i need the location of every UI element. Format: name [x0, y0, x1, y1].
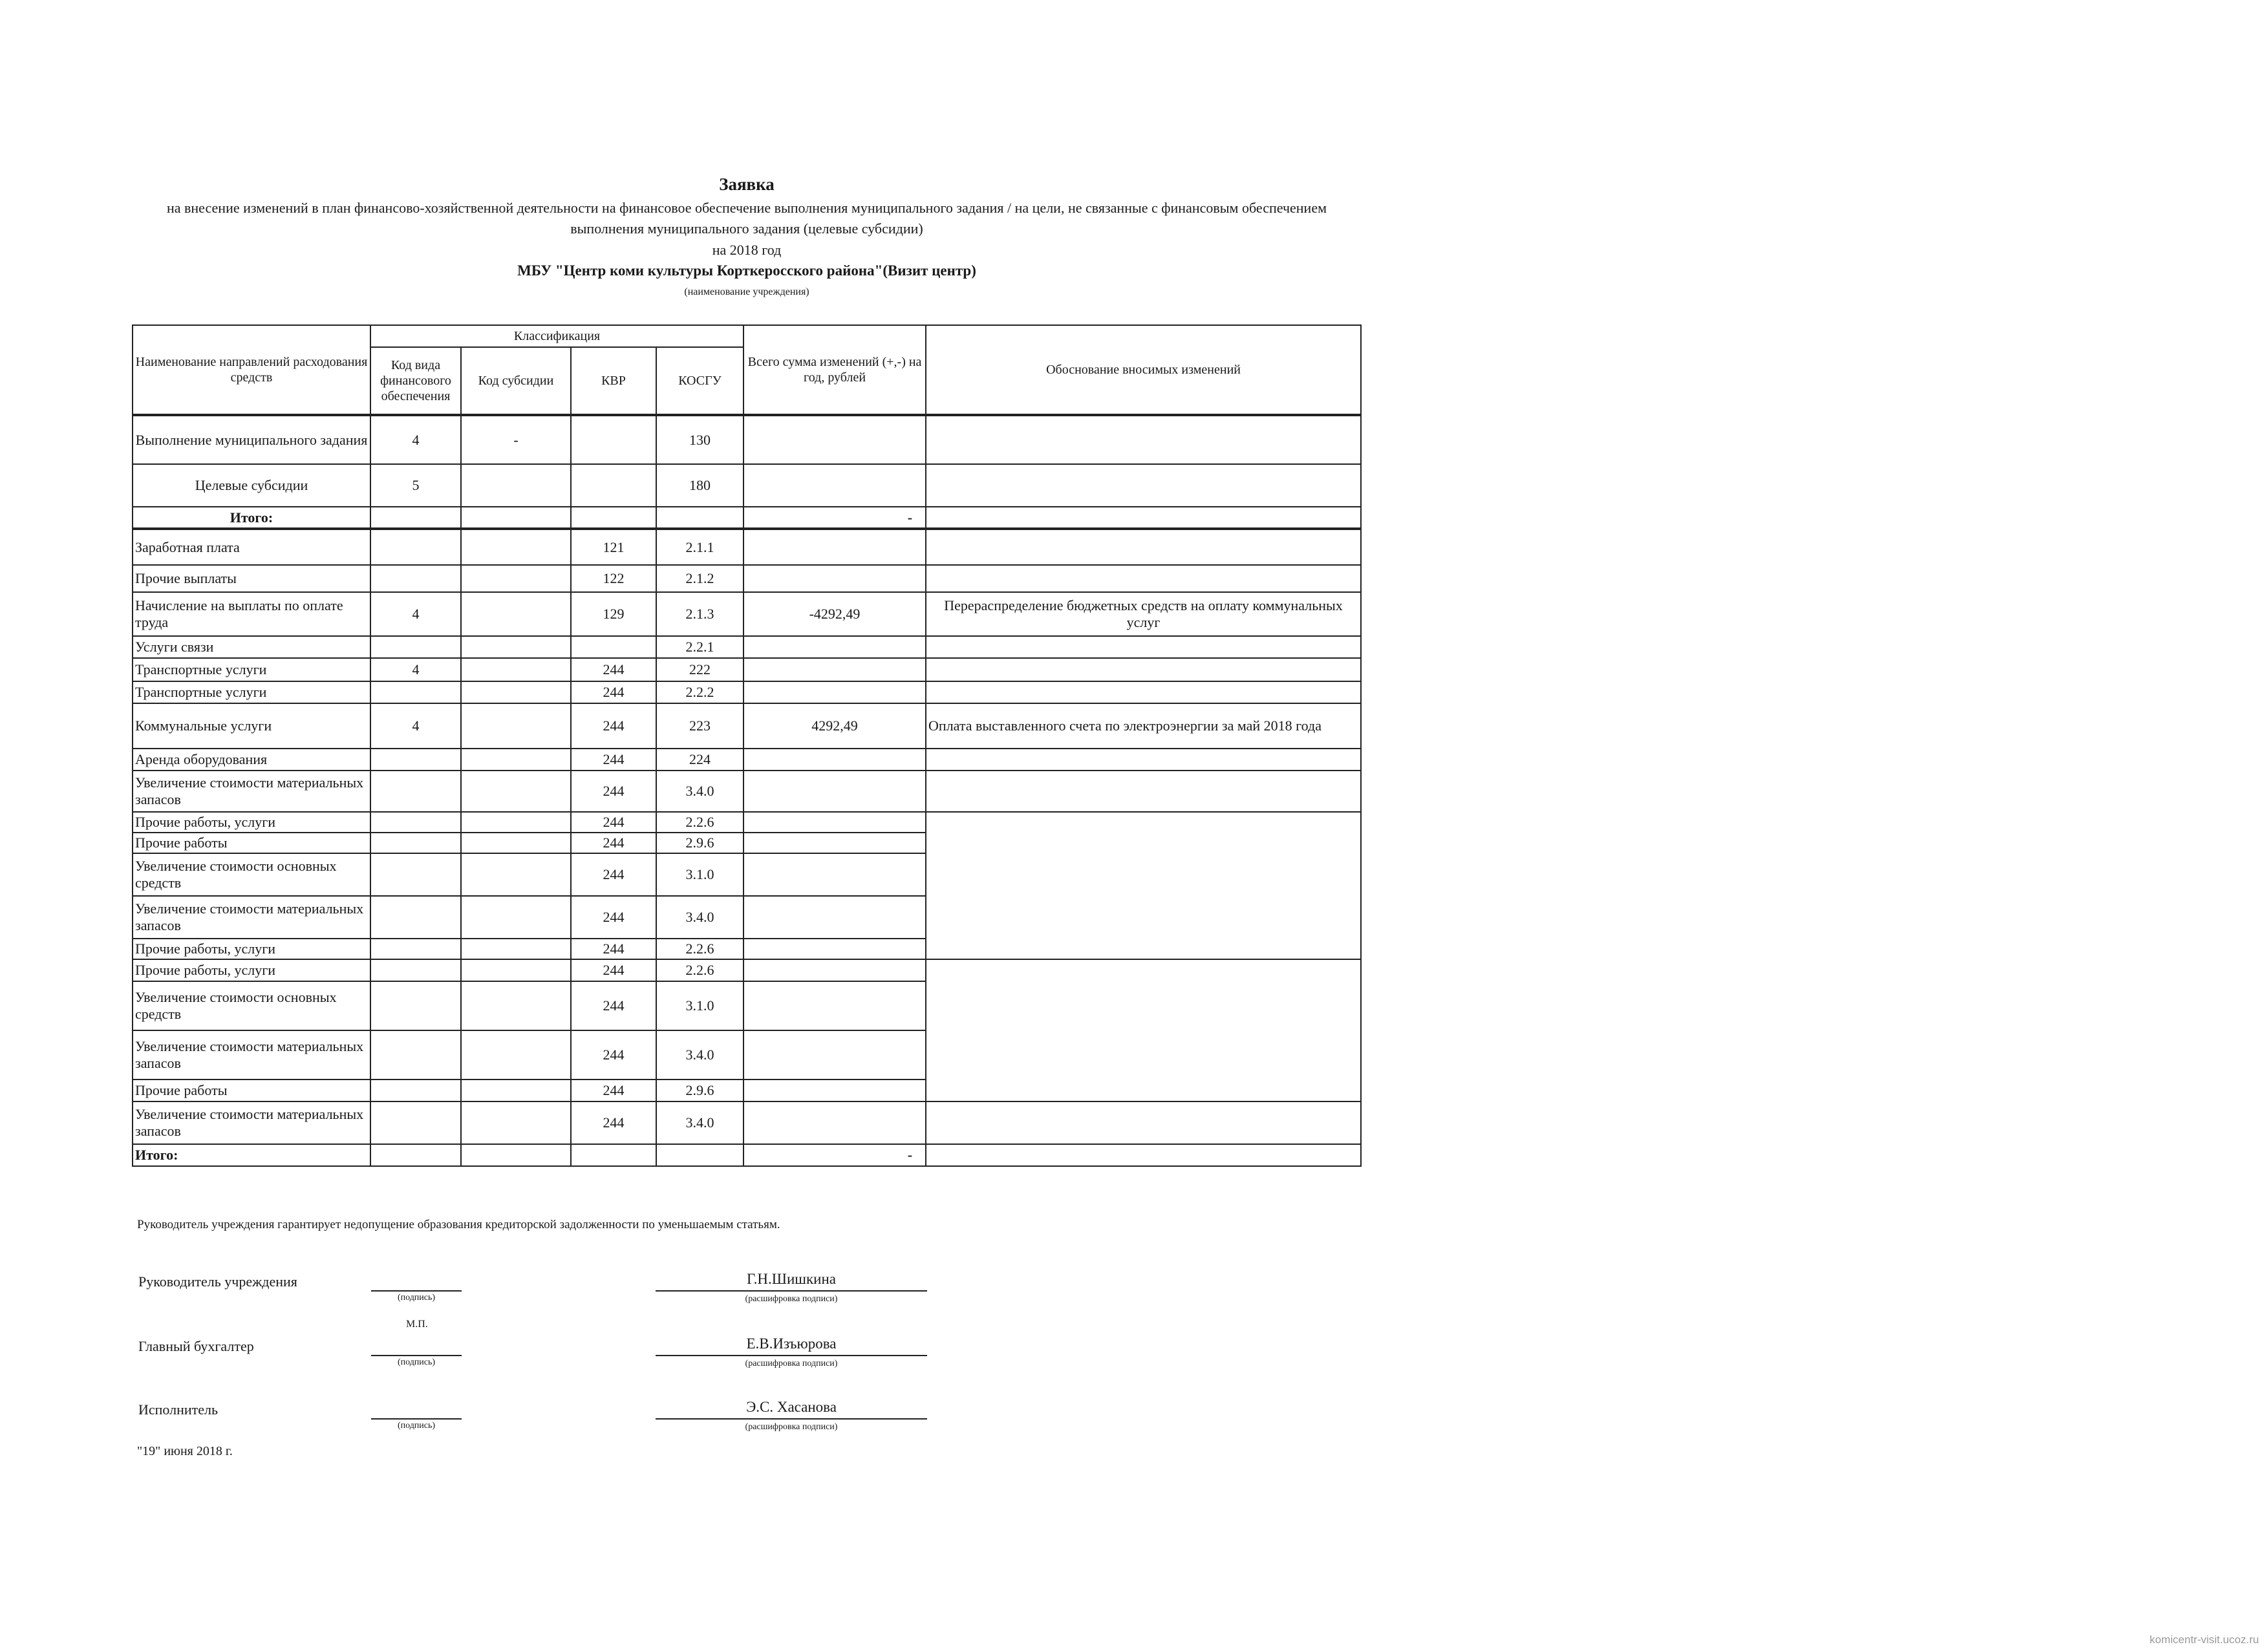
signature-caption: (подпись)	[397, 1293, 436, 1303]
row-kvfo	[370, 981, 461, 1030]
header-subsidy: Код субсидии	[461, 347, 571, 415]
row-name: Прочие работы, услуги	[133, 812, 370, 833]
row-sum	[744, 636, 926, 658]
row-kvfo	[370, 749, 461, 771]
row-subsidy	[461, 981, 571, 1030]
row-reason	[926, 529, 1361, 565]
row-kosgu: 2.2.2	[656, 681, 744, 703]
row-kvr: 244	[571, 1101, 656, 1144]
summary-total-row	[133, 507, 1361, 529]
row-sum	[744, 681, 926, 703]
row-name: Прочие работы	[133, 833, 370, 853]
row-kvr: 244	[571, 703, 656, 749]
row-name: Начисление на выплаты по оплате труда	[133, 592, 370, 636]
executor-name: Э.С. Хасанова	[746, 1399, 837, 1415]
row-sum	[744, 812, 926, 833]
document-title: Заявка	[719, 175, 775, 194]
total-row	[133, 1144, 1361, 1166]
name-line	[656, 1418, 927, 1420]
row-kvr	[571, 415, 656, 464]
table-row	[133, 812, 1361, 833]
row-kvr	[571, 636, 656, 658]
row-subsidy	[461, 939, 571, 959]
row-reason	[926, 636, 1361, 658]
row-kvr: 244	[571, 896, 656, 939]
row-kvfo	[370, 959, 461, 981]
row-kvr: 244	[571, 749, 656, 771]
row-kosgu: 2.2.1	[656, 636, 744, 658]
row-name: Увеличение стоимости материальных запасов	[133, 1030, 370, 1080]
row-subsidy	[461, 565, 571, 592]
row-kvr: 129	[571, 592, 656, 636]
row-name: Прочие работы	[133, 1080, 370, 1101]
row-name: Транспортные услуги	[133, 658, 370, 681]
row-subsidy	[461, 636, 571, 658]
role-director: Руководитель учреждения	[138, 1273, 297, 1290]
row-sum	[744, 464, 926, 507]
row-kosgu: 2.9.6	[656, 833, 744, 853]
row-kosgu: 223	[656, 703, 744, 749]
organization-name: МБУ "Центр коми культуры Корткеросского района"(Визит центр)	[517, 262, 976, 279]
row-sum	[744, 658, 926, 681]
header-reason: Обоснование вносимых изменений	[926, 325, 1361, 415]
table-row	[133, 464, 1361, 507]
total-label: Итого:	[133, 1144, 370, 1166]
row-kosgu: 222	[656, 658, 744, 681]
total-sum: -	[744, 1144, 926, 1166]
row-kvfo	[370, 1030, 461, 1080]
row-name: Увеличение стоимости материальных запасов	[133, 1101, 370, 1144]
row-kosgu: 3.4.0	[656, 1030, 744, 1080]
row-reason	[926, 771, 1361, 812]
row-kosgu: 2.2.6	[656, 959, 744, 981]
row-kvr: 244	[571, 681, 656, 703]
row-kvfo: 4	[370, 592, 461, 636]
row-kvr: 121	[571, 529, 656, 565]
row-reason	[926, 415, 1361, 464]
signature-line	[371, 1290, 462, 1292]
decode-caption: (расшифровка подписи)	[745, 1359, 838, 1368]
row-sum	[744, 1030, 926, 1080]
table-row	[133, 749, 1361, 771]
row-kvr: 244	[571, 981, 656, 1030]
row-subsidy	[461, 464, 571, 507]
row-kvr: 244	[571, 1030, 656, 1080]
row-kosgu: 3.4.0	[656, 896, 744, 939]
table-row	[133, 658, 1361, 681]
row-kosgu: 2.1.1	[656, 529, 744, 565]
table-row	[133, 1101, 1361, 1144]
row-subsidy	[461, 812, 571, 833]
signature-line	[371, 1355, 462, 1356]
row-name: Прочие работы, услуги	[133, 939, 370, 959]
row-sum	[744, 833, 926, 853]
row-subsidy	[461, 1030, 571, 1080]
row-subsidy	[461, 529, 571, 565]
row-kvfo	[370, 853, 461, 896]
row-kosgu: 3.1.0	[656, 981, 744, 1030]
row-kvfo	[370, 896, 461, 939]
row-kvfo	[370, 529, 461, 565]
table-row	[133, 592, 1361, 636]
row-sum	[744, 415, 926, 464]
row-kvr	[571, 464, 656, 507]
row-kvr: 122	[571, 565, 656, 592]
site-watermark: komicentr-visit.ucoz.ru	[2149, 1633, 2259, 1646]
role-accountant: Главный бухгалтер	[138, 1338, 254, 1354]
row-reason	[926, 749, 1361, 771]
row-kvfo: 5	[370, 464, 461, 507]
decode-caption: (расшифровка подписи)	[745, 1294, 838, 1304]
row-kvr: 244	[571, 771, 656, 812]
row-sum	[744, 529, 926, 565]
row-subsidy	[461, 681, 571, 703]
row-reason	[926, 812, 1361, 959]
header-classification: Классификация	[370, 325, 744, 347]
row-kvr: 244	[571, 939, 656, 959]
row-kosgu: 3.4.0	[656, 1101, 744, 1144]
header-kvfo: Код вида финансового обеспечения	[370, 347, 461, 415]
row-name: Увеличение стоимости основных средств	[133, 853, 370, 896]
signature-line	[371, 1418, 462, 1420]
decode-caption: (расшифровка подписи)	[745, 1422, 838, 1432]
organization-caption: (наименование учреждения)	[684, 286, 809, 297]
row-subsidy	[461, 592, 571, 636]
row-kvfo: 4	[370, 415, 461, 464]
stamp-placeholder: М.П.	[406, 1319, 428, 1330]
table-row	[133, 529, 1361, 565]
row-kosgu: 3.1.0	[656, 853, 744, 896]
row-reason	[926, 959, 1361, 1101]
row-reason: Перераспределение бюджетных средств на оплату коммунальных услуг	[926, 592, 1361, 636]
row-subsidy	[461, 749, 571, 771]
row-subsidy	[461, 833, 571, 853]
table-row	[133, 771, 1361, 812]
row-name: Выполнение муниципального задания	[133, 415, 370, 464]
row-sum	[744, 771, 926, 812]
row-kvfo	[370, 939, 461, 959]
row-sum	[744, 1080, 926, 1101]
row-kvr: 244	[571, 833, 656, 853]
row-reason	[926, 464, 1361, 507]
row-kvfo	[370, 833, 461, 853]
row-kvr: 244	[571, 959, 656, 981]
row-name: Увеличение стоимости материальных запасов	[133, 896, 370, 939]
guarantee-statement: Руководитель учреждения гарантирует недопущение образования кредиторской задолженности по уменьшаемым статьям.	[137, 1218, 780, 1231]
row-kvfo: 4	[370, 658, 461, 681]
signature-caption: (подпись)	[397, 1357, 436, 1367]
row-name: Услуги связи	[133, 636, 370, 658]
row-kosgu: 2.2.6	[656, 812, 744, 833]
row-kosgu: 2.1.2	[656, 565, 744, 592]
name-line	[656, 1290, 927, 1292]
row-sum	[744, 853, 926, 896]
row-sum	[744, 565, 926, 592]
row-name: Коммунальные услуги	[133, 703, 370, 749]
summary-total-sum: -	[744, 507, 926, 529]
row-reason	[926, 565, 1361, 592]
table-row	[133, 703, 1361, 749]
role-executor: Исполнитель	[138, 1401, 219, 1418]
row-kvfo: 4	[370, 703, 461, 749]
row-kvfo	[370, 636, 461, 658]
row-kvfo	[370, 771, 461, 812]
table-row	[133, 565, 1361, 592]
row-kvfo	[370, 1080, 461, 1101]
row-kvfo	[370, 565, 461, 592]
row-name: Прочие работы, услуги	[133, 959, 370, 981]
row-subsidy	[461, 658, 571, 681]
header-kosgu: КОСГУ	[656, 347, 744, 415]
table-row	[133, 959, 1361, 981]
row-kvr: 244	[571, 658, 656, 681]
document-subtitle: на внесение изменений в план финансово-хозяйственной деятельности на финансовое обеспечение выполнения муниципального задания / на цели, не связанные с финансовым обеспечением выполнения муниципального задания (целевые субсидии)	[166, 200, 1327, 237]
row-reason: Оплата выставленного счета по электроэнергии за май 2018 года	[926, 703, 1361, 749]
row-name: Заработная плата	[133, 529, 370, 565]
table-row	[133, 415, 1361, 464]
row-name: Целевые субсидии	[133, 464, 370, 507]
row-kvr: 244	[571, 853, 656, 896]
director-name: Г.Н.Шишкина	[746, 1271, 837, 1287]
row-sum	[744, 1101, 926, 1144]
row-kosgu: 224	[656, 749, 744, 771]
row-reason	[926, 681, 1361, 703]
row-subsidy	[461, 1080, 571, 1101]
row-sum: 4292,49	[744, 703, 926, 749]
accountant-name: Е.В.Изъюрова	[746, 1335, 837, 1352]
year-line: на 2018 год	[712, 242, 782, 258]
row-sum	[744, 939, 926, 959]
row-name: Прочие выплаты	[133, 565, 370, 592]
row-kosgu: 2.2.6	[656, 939, 744, 959]
row-kvr: 244	[571, 812, 656, 833]
row-subsidy: -	[461, 415, 571, 464]
document-date: "19" июня 2018 г.	[137, 1444, 233, 1458]
header-sum: Всего сумма изменений (+,-) на год, рублей	[744, 325, 926, 415]
row-sum	[744, 981, 926, 1030]
table-row	[133, 681, 1361, 703]
row-name: Транспортные услуги	[133, 681, 370, 703]
row-name: Увеличение стоимости основных средств	[133, 981, 370, 1030]
row-subsidy	[461, 896, 571, 939]
row-kosgu: 180	[656, 464, 744, 507]
row-sum: -4292,49	[744, 592, 926, 636]
row-subsidy	[461, 1101, 571, 1144]
signature-caption: (подпись)	[397, 1421, 436, 1431]
name-line	[656, 1355, 927, 1356]
row-subsidy	[461, 703, 571, 749]
row-kvfo	[370, 681, 461, 703]
row-subsidy	[461, 959, 571, 981]
row-kosgu: 130	[656, 415, 744, 464]
row-name: Увеличение стоимости материальных запасов	[133, 771, 370, 812]
row-subsidy	[461, 853, 571, 896]
row-reason	[926, 1101, 1361, 1144]
table-row	[133, 636, 1361, 658]
row-kvfo	[370, 1101, 461, 1144]
row-kvfo	[370, 812, 461, 833]
row-reason	[926, 658, 1361, 681]
row-kosgu: 2.1.3	[656, 592, 744, 636]
row-sum	[744, 896, 926, 939]
row-kvr: 244	[571, 1080, 656, 1101]
row-kosgu: 3.4.0	[656, 771, 744, 812]
row-sum	[744, 749, 926, 771]
row-kosgu: 2.9.6	[656, 1080, 744, 1101]
header-name: Наименование направлений расходования средств	[133, 325, 370, 415]
budget-changes-table	[132, 324, 1362, 1167]
row-name: Аренда оборудования	[133, 749, 370, 771]
row-sum	[744, 959, 926, 981]
header-kvr: КВР	[571, 347, 656, 415]
row-subsidy	[461, 771, 571, 812]
summary-total-label: Итого:	[133, 507, 370, 529]
